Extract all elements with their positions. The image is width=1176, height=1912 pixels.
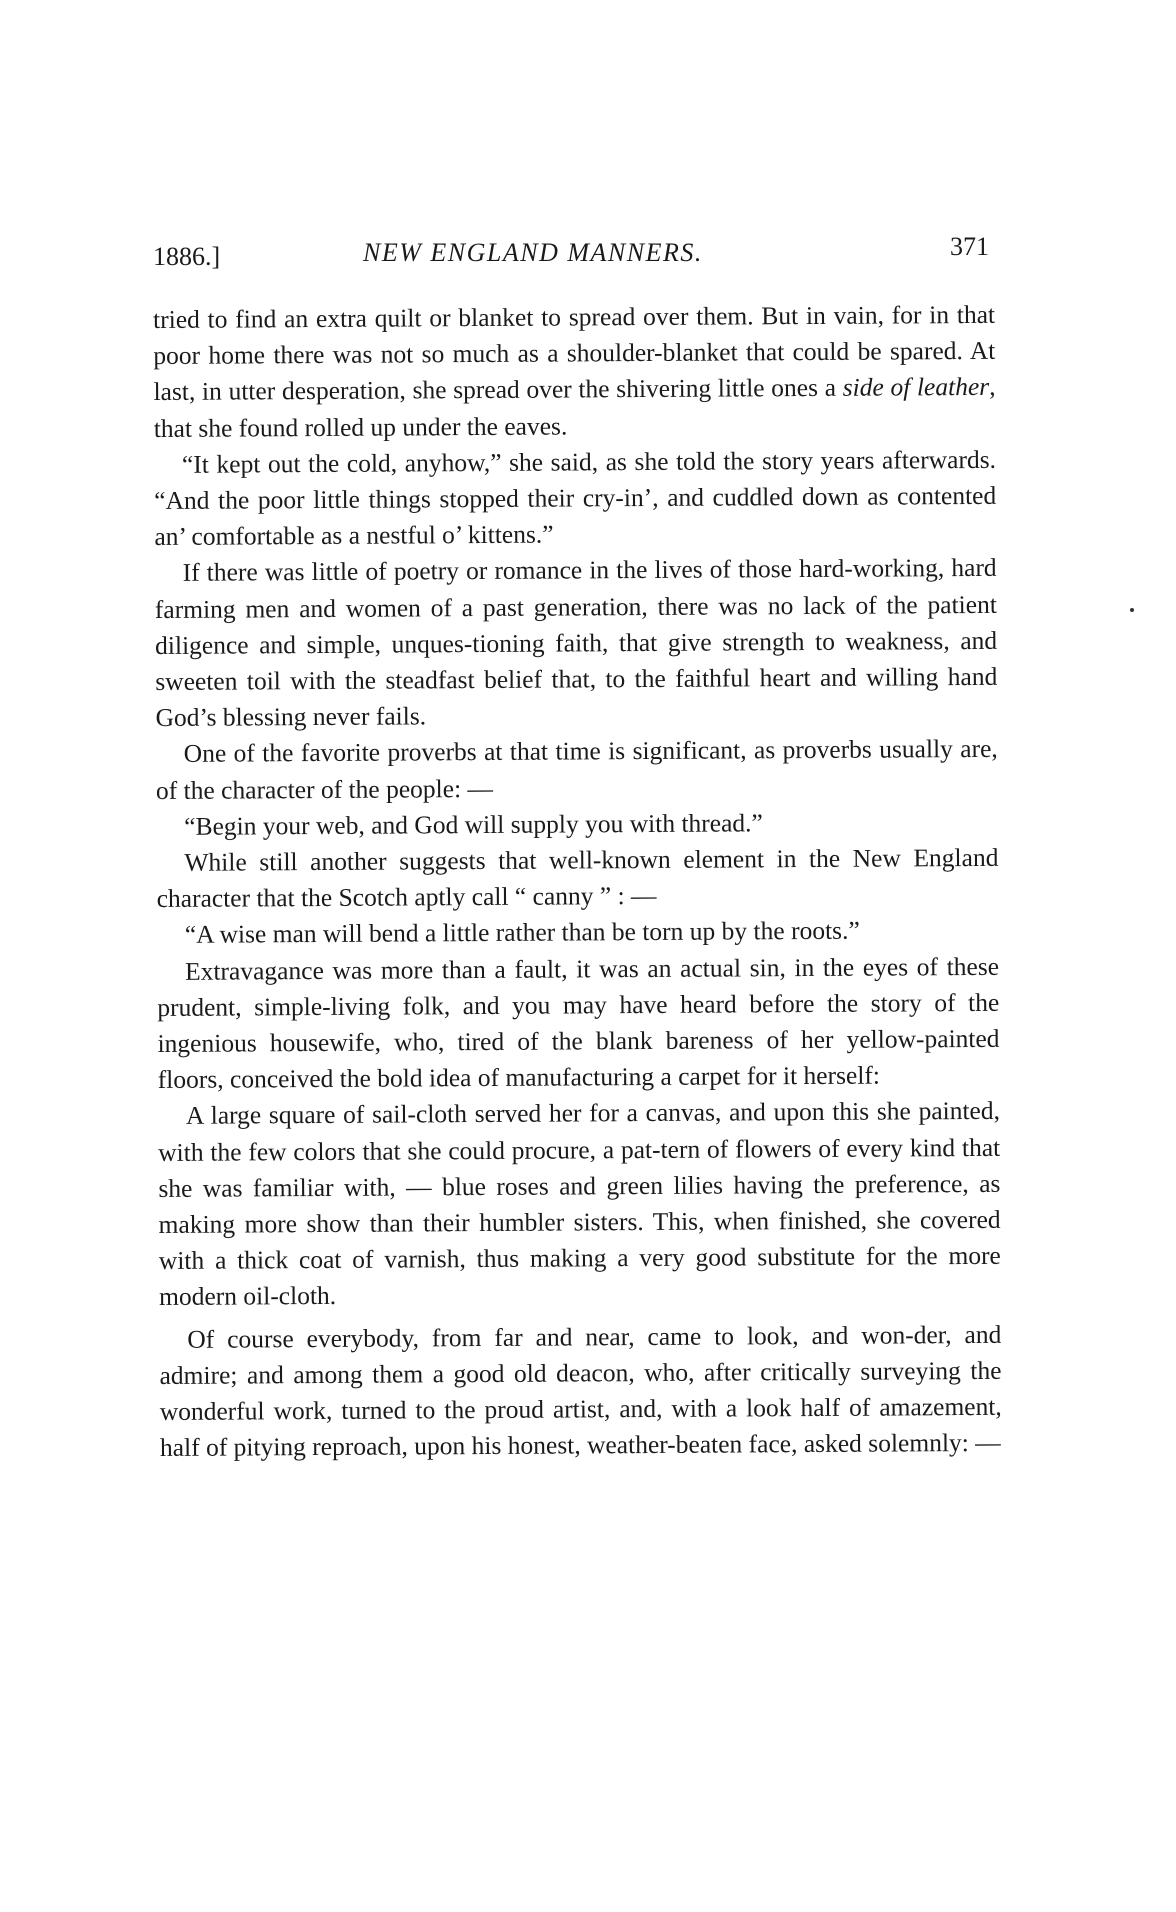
paragraph: If there was little of poetry or romance in the lives of those hard-working, hard farming men and women of a past generation, there was no lack of the patient diligence and simple, unques-tioning faith, that give strength to weakness, and sweeten toil with the steadfast belief that, to the faithful heart and willing hand God’s blessing never fails. xyxy=(154,553,998,733)
header-title: NEW ENGLAND MANNERS. xyxy=(363,238,703,267)
emphasis: side of leather xyxy=(842,372,990,403)
paragraph: One of the favorite proverbs at that time is significant, as proverbs usually are, of the character of the people: — xyxy=(155,734,998,805)
paragraph: While still another suggests that well-known element in the New England character that the Scotch aptly call “ canny ” : — xyxy=(156,842,999,914)
text-run: tried to find an extra quilt or blanket to spread over them. But in vain, for in that poor home there was not so much as a shoulder-blanket that could be spared. At last, in utter desperation, she spread over the shivering little ones a xyxy=(153,299,996,407)
paragraph: Of course everybody, from far and near, came to look, and won-der, and admire; and among them a good old deacon, who, after critically surveying the wonderful work, turned to the proud artist, and, with a look half of amazement, half of pitying reproach, upon his honest, weather-beaten face, asked solemnly: — xyxy=(159,1319,1002,1463)
paragraph xyxy=(153,297,996,447)
header-year: 1886.] xyxy=(153,242,221,271)
proverb: “Begin your web, and God will supply you with thread.” xyxy=(184,808,763,841)
paragraph: Extravagance was more than a fault, it was an actual sin, in the eyes of these prudent, simple-living folk, and you may have heard before the story of the ingenious housewife, who, tired of the blank bareness of her yellow-painted floors, conceived the bold idea of manufacturing a carpet for it herself: xyxy=(157,951,1000,1095)
page-body xyxy=(153,297,1002,1467)
proverb: “A wise man will bend a little rather than be torn up by the roots.” xyxy=(184,916,860,950)
page-number: 371 xyxy=(950,232,989,261)
running-header xyxy=(153,232,989,276)
text-run: , that she found rolled up under the eaves. xyxy=(153,372,996,443)
paragraph: A large square of sail-cloth served her for a canvas, and upon this she painted, with the few colors that she could procure, a pat-tern of flowers of every kind that she was familiar with, — blue roses and green lilies having the preference, as making more show than their humbler sisters. This, when finished, she covered with a thick coat of varnish, thus making a very good substitute for the more modern oil-cloth. xyxy=(158,1096,1001,1312)
scan-speck xyxy=(1130,608,1134,612)
paragraph: “It kept out the cold, anyhow,” she said, as she told the story years afterwards. “And the poor little things stopped their cry-in’, and cuddled down as contented an’ comfortable as a nestful o’ kittens.” xyxy=(154,444,997,552)
